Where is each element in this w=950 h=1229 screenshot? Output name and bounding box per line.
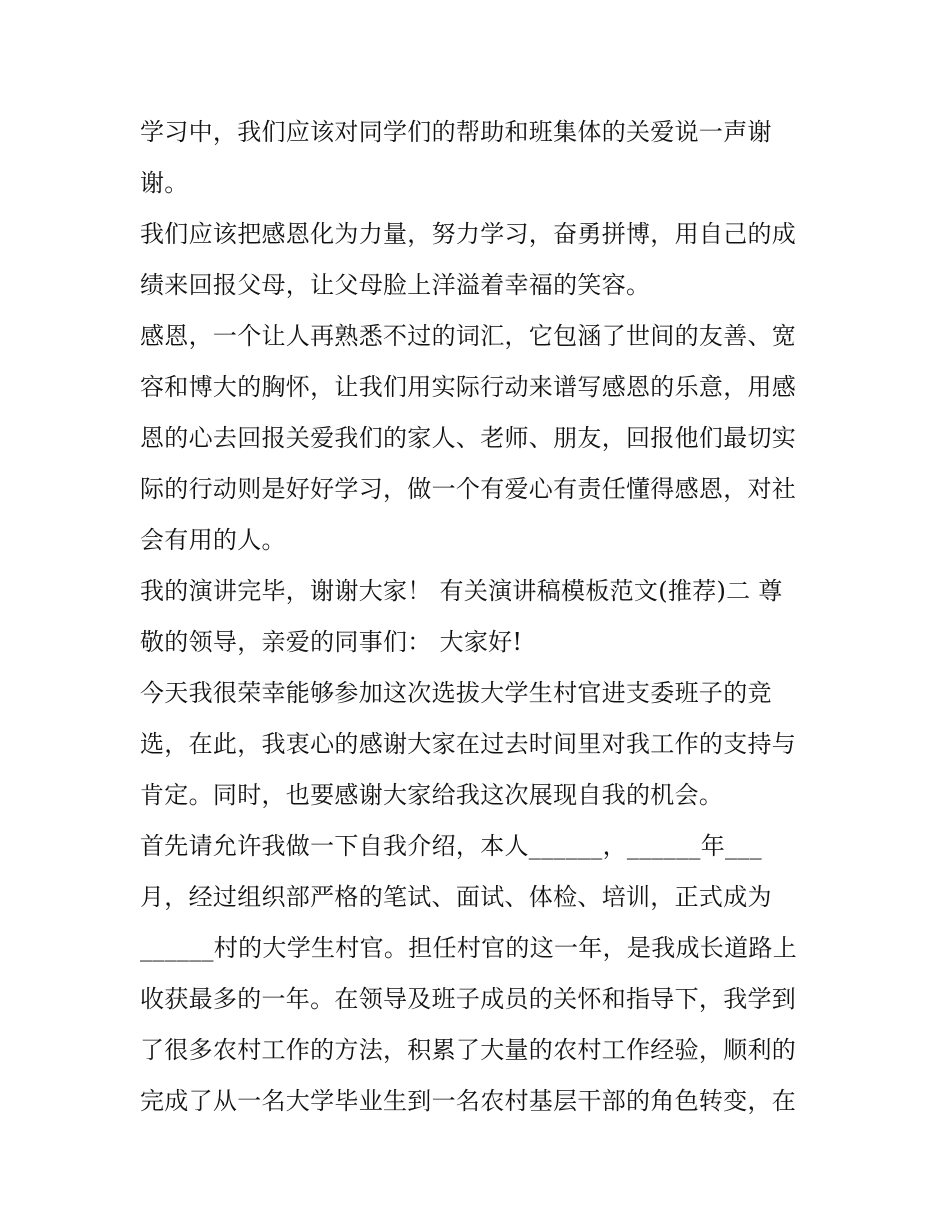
text-line: 我的演讲完毕，谢谢大家！ 有关演讲稿模板范文(推荐)二 尊 bbox=[140, 577, 783, 605]
document-body bbox=[140, 107, 820, 1127]
text-line: 容和博大的胸怀，让我们用实际行动来谱写感恩的乐意，用感 bbox=[140, 373, 797, 401]
text-line: 完成了从一名大学毕业生到一名农村基层干部的角色转变，在 bbox=[140, 1087, 797, 1115]
text-line: 首先请允许我做一下自我介绍，本人______，______年___ bbox=[140, 832, 762, 860]
text-line: 会有用的人。 bbox=[140, 526, 286, 554]
text-line: 月，经过组织部严格的笔试、面试、体检、培训，正式成为 bbox=[140, 883, 772, 911]
text-line: 感恩，一个让人再熟悉不过的词汇，它包涵了世间的友善、宽 bbox=[140, 322, 797, 350]
text-line: 谢。 bbox=[140, 169, 189, 197]
text-line: 选，在此，我衷心的感谢大家在过去时间里对我工作的支持与 bbox=[140, 730, 797, 758]
text-line: 今天我很荣幸能够参加这次选拔大学生村官进支委班子的竞 bbox=[140, 679, 772, 707]
text-line: 恩的心去回报关爱我们的家人、老师、朋友，回报他们最切实 bbox=[140, 424, 797, 452]
text-line: ______村的大学生村官。担任村官的这一年，是我成长道路上 bbox=[140, 934, 797, 962]
text-line: 收获最多的一年。在领导及班子成员的关怀和指导下，我学到 bbox=[140, 985, 797, 1013]
text-line: 学习中，我们应该对同学们的帮助和班集体的关爱说一声谢 bbox=[140, 118, 772, 146]
text-line: 肯定。同时，也要感谢大家给我这次展现自我的机会。 bbox=[140, 781, 724, 809]
text-line: 绩来回报父母，让父母脸上洋溢着幸福的笑容。 bbox=[140, 271, 651, 299]
text-line: 了很多农村工作的方法，积累了大量的农村工作经验，顺利的 bbox=[140, 1036, 797, 1064]
text-line: 敬的领导，亲爱的同事们： 大家好! bbox=[140, 628, 523, 656]
text-line: 际的行动则是好好学习，做一个有爱心有责任懂得感恩，对社 bbox=[140, 475, 797, 503]
text-line: 我们应该把感恩化为力量，努力学习，奋勇拼博，用自己的成 bbox=[140, 220, 797, 248]
